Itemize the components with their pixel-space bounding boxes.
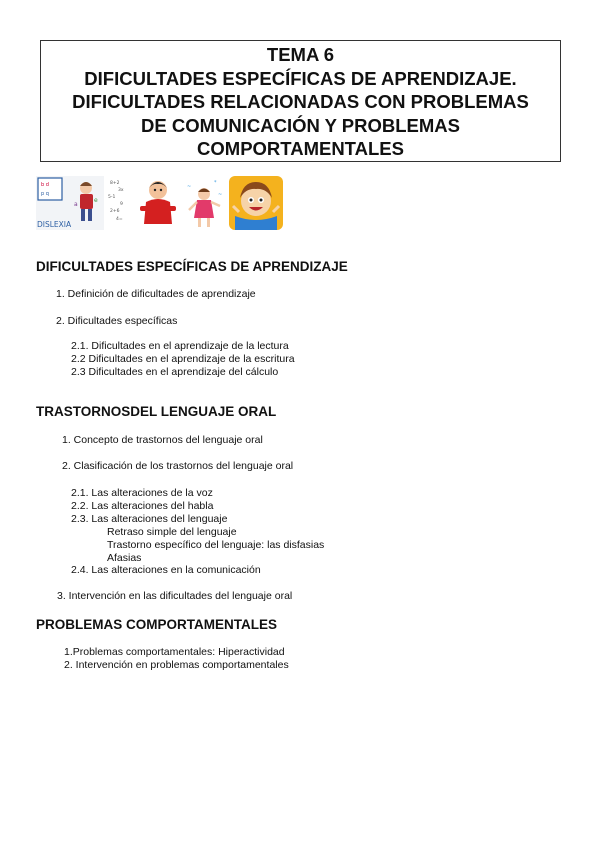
svg-text:2+6: 2+6 — [110, 209, 120, 214]
section-heading-behavioral-problems: PROBLEMAS COMPORTAMENTALES — [36, 617, 277, 632]
svg-text:3x: 3x — [118, 188, 124, 193]
svg-text:9: 9 — [120, 202, 123, 207]
section2-item-3: 3. Intervención en las dificultades del lenguaje oral — [57, 590, 293, 602]
svg-text:8+2: 8+2 — [110, 181, 120, 186]
section1-item-1: 1. Definición de dificultades de aprendizaje — [56, 288, 256, 300]
svg-text:e: e — [94, 197, 98, 204]
svg-text:*: * — [214, 180, 217, 186]
title-line-2: DIFICULTADES ESPECÍFICAS DE APRENDIZAJE. — [84, 67, 517, 89]
section3-item-1: 1.Problemas comportamentales: Hiperactividad — [64, 646, 285, 658]
svg-text:a: a — [74, 201, 78, 208]
section2-item-2: 2. Clasificación de los trastornos del lenguaje oral — [62, 460, 294, 472]
child-red-illustration — [136, 176, 180, 230]
section2-subitem-3b: Trastorno específico del lenguaje: las disfasias — [107, 539, 325, 551]
math-symbols-illustration — [106, 176, 134, 230]
section2-subitem-1: 2.1. Las alteraciones de la voz — [71, 487, 213, 499]
svg-text:p q: p q — [41, 191, 49, 197]
svg-text:4=: 4= — [116, 217, 123, 222]
section2-item-1: 1. Concepto de trastornos del lenguaje oral — [62, 434, 263, 446]
section1-item-2: 2. Dificultades específicas — [56, 315, 178, 327]
dyslexia-label: DISLEXIA — [37, 220, 72, 229]
svg-text:~: ~ — [187, 184, 192, 190]
svg-text:b d: b d — [41, 182, 49, 188]
section2-subitem-3a: Retraso simple del lenguaje — [107, 526, 237, 538]
girl-illustration — [184, 176, 226, 230]
section2-subitem-4: 2.4. Las alteraciones en la comunicación — [71, 564, 261, 576]
section1-subitem-3: 2.3 Dificultades en el aprendizaje del cálculo — [71, 366, 279, 378]
section3-item-2: 2. Intervención en problemas comportamentales — [64, 659, 289, 671]
title-line-3: DIFICULTADES RELACIONADAS CON PROBLEMAS — [72, 91, 529, 112]
dyslexia-illustration — [36, 176, 104, 230]
section2-subitem-2: 2.2. Las alteraciones del habla — [71, 500, 214, 512]
section2-subitem-3: 2.3. Las alteraciones del lenguaje — [71, 513, 228, 525]
hyperactive-boy-illustration — [229, 176, 283, 230]
section-heading-learning-difficulties: DIFICULTADES ESPECÍFICAS DE APRENDIZAJE — [36, 259, 348, 274]
title-line-1: TEMA 6 — [266, 44, 335, 65]
title-box — [40, 40, 561, 162]
section1-subitem-1: 2.1. Dificultades en el aprendizaje de la lectura — [71, 340, 289, 352]
section1-subitem-2: 2.2 Dificultades en el aprendizaje de la escritura — [71, 353, 295, 365]
title-line-4: DE COMUNICACIÓN Y PROBLEMAS — [141, 114, 460, 136]
title-line-5: COMPORTAMENTALES — [197, 138, 404, 159]
svg-text:5-1: 5-1 — [108, 195, 116, 200]
section-heading-oral-language: TRASTORNOSDEL LENGUAJE ORAL — [36, 404, 277, 419]
section2-subitem-3c: Afasias — [107, 552, 142, 564]
svg-text:~: ~ — [218, 192, 223, 198]
